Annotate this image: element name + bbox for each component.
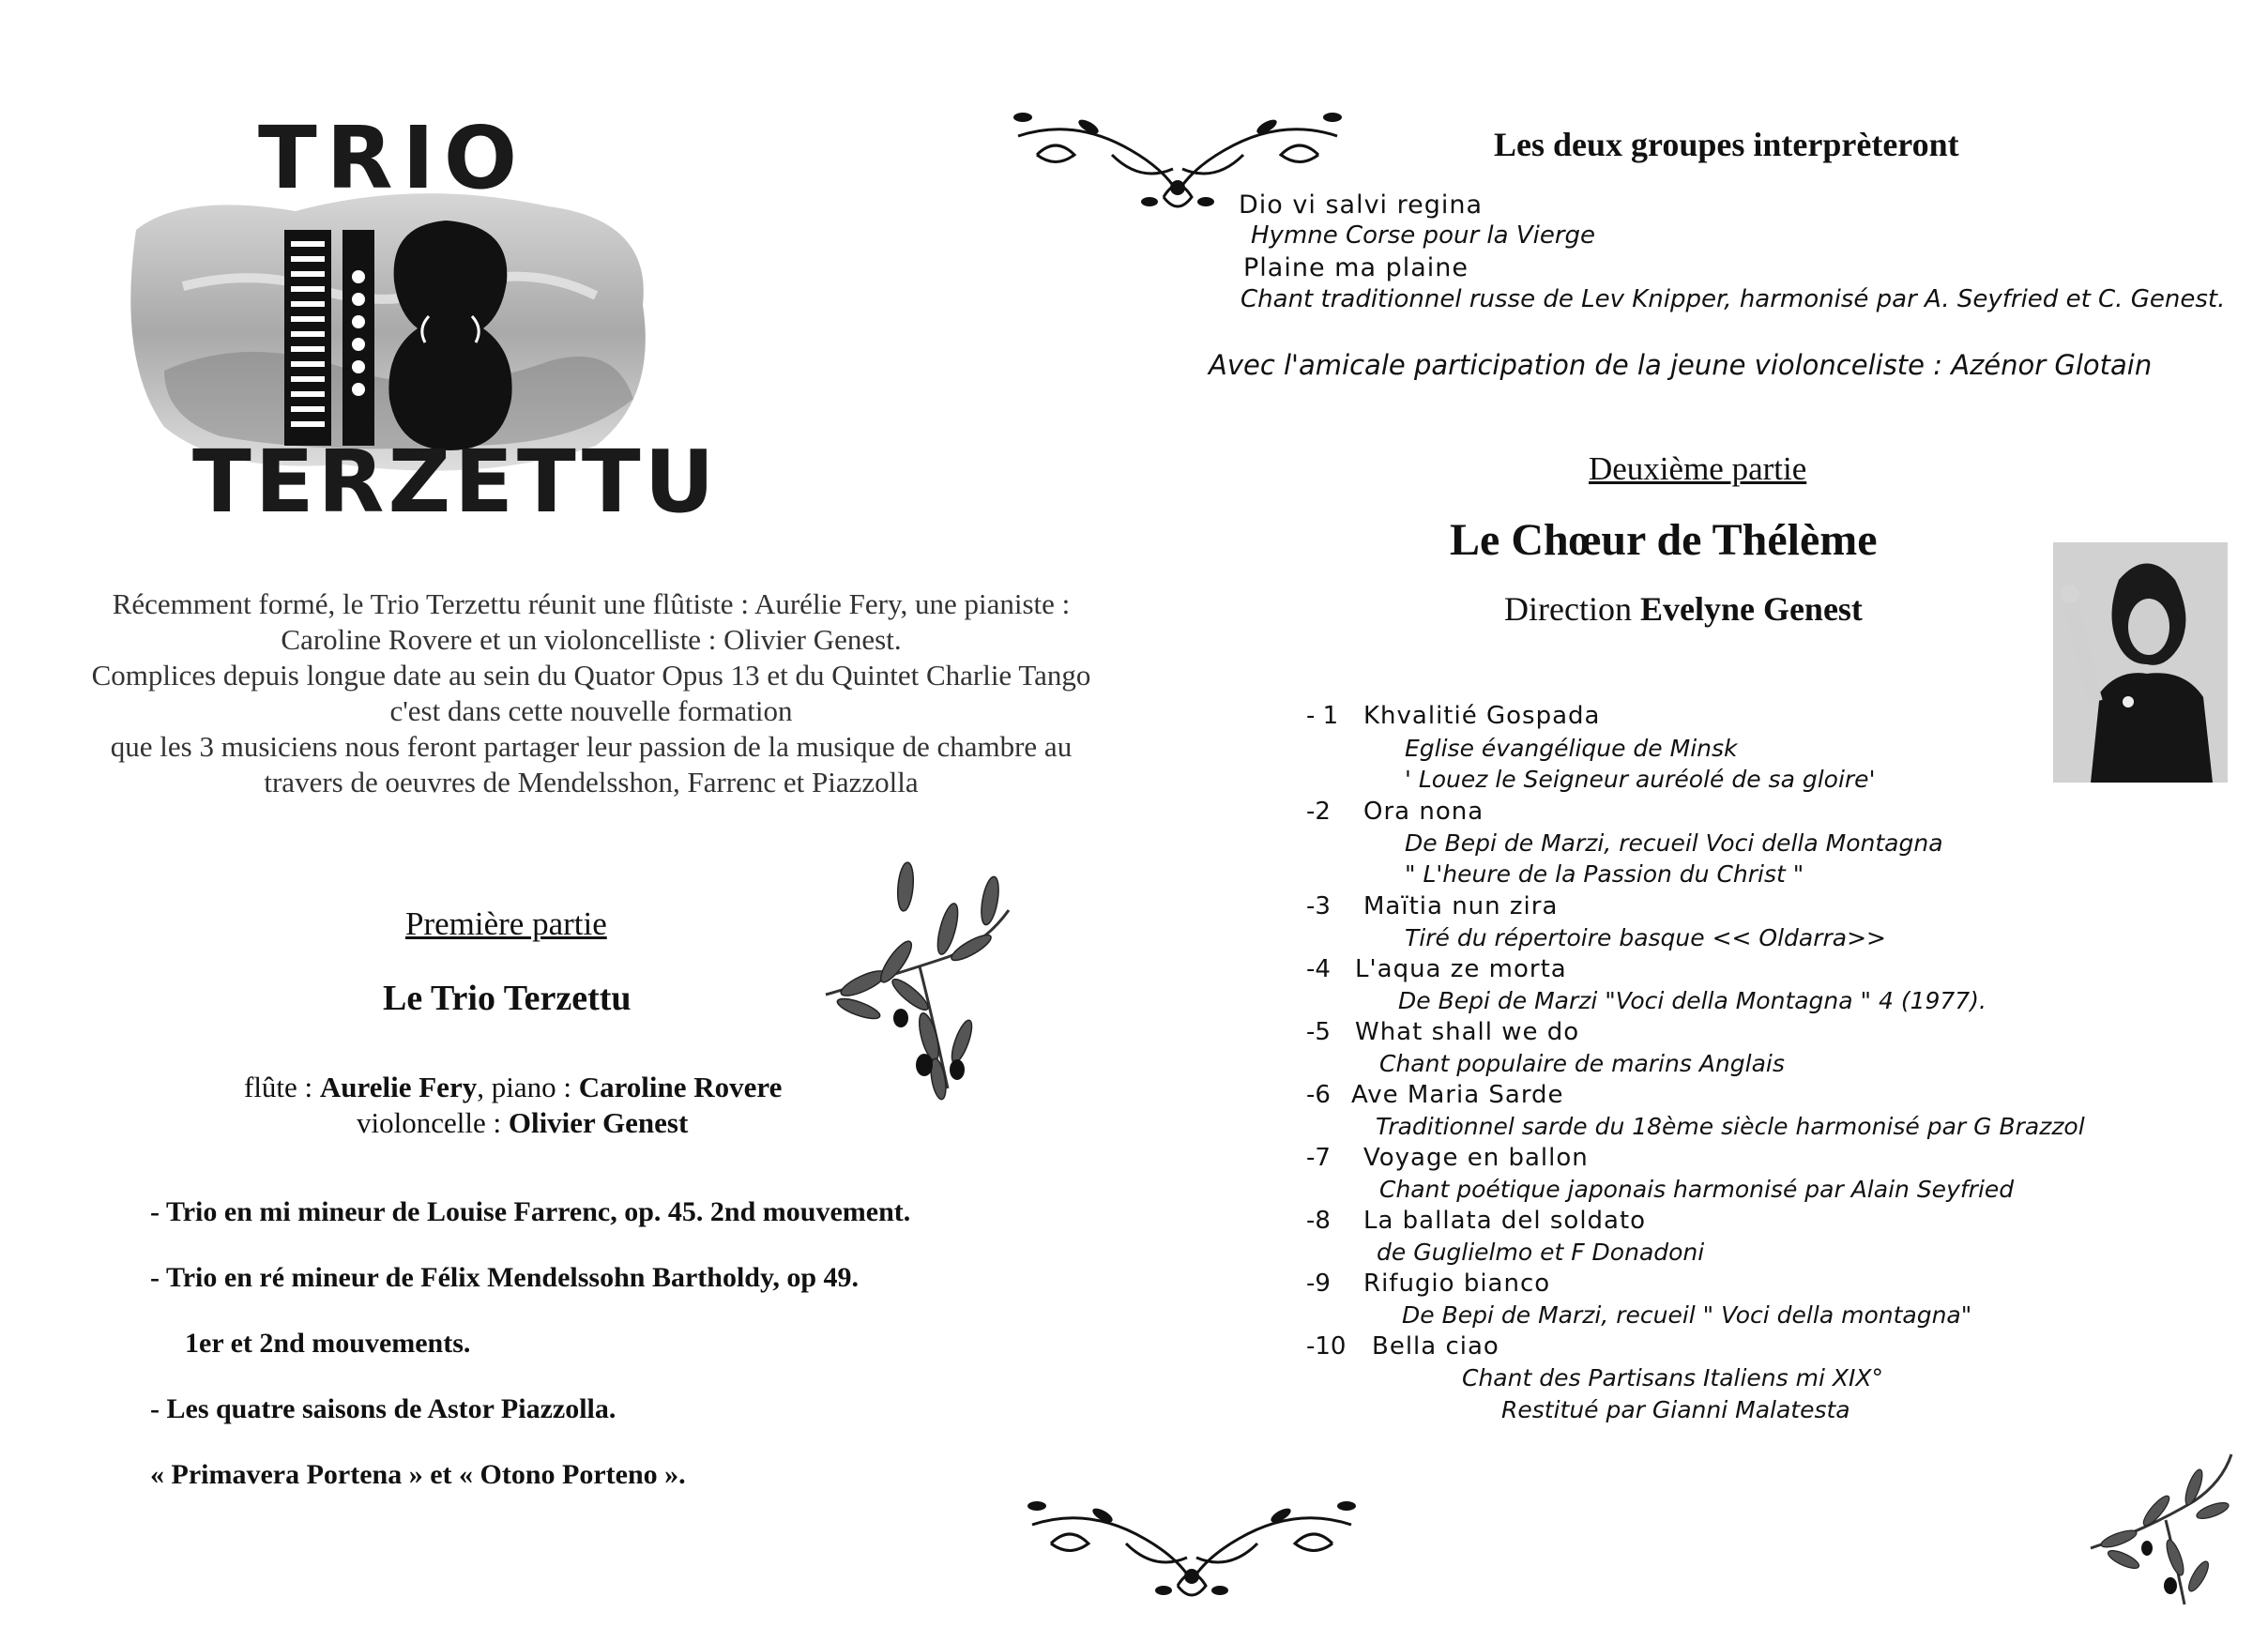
track-number: -3 [1306,892,1331,920]
program-item: - Trio en mi mineur de Louise Farrenc, op. 45. 2nd mouvement. [150,1196,911,1227]
track-number: -4 [1306,955,1331,983]
track-title: Rifugio bianco [1363,1270,1551,1298]
instrumentation [244,1070,845,1141]
intro-paragraph [38,586,1145,800]
track-title: Ora nona [1363,798,1484,826]
track-description: Traditionnel sarde du 18ème siècle harmonisé par G Brazzol [1376,1113,2085,1140]
instrumentation-line-1 [244,1070,845,1105]
part1-title: Le Trio Terzettu [383,979,632,1018]
track-description: De Bepi de Marzi, recueil Voci della Montagna [1405,829,1943,857]
track-title: Maïtia nun zira [1363,892,1559,920]
intro-line: que les 3 musiciens nous feront partager leur passion de la musique de chambre au [110,730,1073,763]
participation-note: Avec l'amicale participation de la jeune violonceliste : Azénor Glotain [1209,349,2153,381]
logo-word-terzettu: TERZETTU [192,432,719,532]
track-description: Chant populaire de marins Anglais [1379,1050,1785,1077]
part2-heading: Deuxième partie [1589,450,1807,487]
intro-line: Récemment formé, le Trio Terzettu réunit une flûtiste : Aurélie Fery, une pianiste : [112,587,1071,620]
track-description: De Bepi de Marzi "Voci della Montagna " 4 (1977). [1398,987,1986,1014]
track-description: ' Louez le Seigneur auréolé de sa gloire' [1405,766,1876,793]
conductor-photo [2053,542,2228,783]
flourish-icon [1013,1487,1370,1609]
track-number: -6 [1306,1081,1331,1109]
track-description: Restitué par Gianni Malatesta [1501,1396,1850,1423]
song-description: Chant traditionnel russe de Lev Knipper, harmonisé par A. Seyfried et C. Genest. [1241,285,2226,313]
track-description: de Guglielmo et F Donadoni [1377,1239,1705,1266]
trio-terzettu-logo [108,89,719,558]
track-title: Voyage en ballon [1363,1144,1589,1172]
track-description: Tiré du répertoire basque << Oldarra>> [1405,924,1887,951]
track-title: Bella ciao [1372,1332,1499,1361]
track-number: -5 [1306,1018,1331,1046]
intro-line: travers de oeuvres de Mendelsshon, Farrenc et Piazzolla [264,766,919,798]
program-item: - Les quatre saisons de Astor Piazzolla. [150,1393,616,1424]
director-name: Evelyne Genest [1639,590,1863,628]
piano-player: Caroline Rovere [578,1071,783,1103]
both-groups-title: Les deux groupes interprèteront [1494,126,1959,163]
track-title: Khvalitié Gospada [1363,702,1601,730]
track-number: -8 [1306,1207,1331,1235]
olive-branch-icon [2081,1445,2241,1614]
track-number: -7 [1306,1144,1331,1172]
part2-title: Le Chœur de Thélème [1450,515,1878,565]
song-description: Hymne Corse pour la Vierge [1251,221,1596,250]
cello-label: violoncelle : [357,1106,509,1139]
program-item: « Primavera Portena » et « Otono Porteno ». [150,1459,686,1490]
conductor-photo-image [2053,542,2228,783]
cello-player: Olivier Genest [508,1106,689,1139]
instrumentation-line-2 [244,1105,845,1141]
track-description: Chant poétique japonais harmonisé par Alain Seyfried [1379,1176,2015,1203]
intro-line: c'est dans cette nouvelle formation [389,694,793,727]
direction-line [1504,589,1863,629]
intro-line: Complices depuis longue date au sein du Quator Opus 13 et du Quintet Charlie Tango [91,659,1091,692]
track-number: -9 [1306,1270,1331,1298]
part1-heading: Première partie [405,905,607,942]
flute-label: flûte : [244,1071,320,1103]
track-number: -10 [1306,1332,1347,1361]
piano-label: , piano : [477,1071,579,1103]
olive-branch-illustration-small [2081,1445,2241,1619]
song-title: Plaine ma plaine [1243,253,1469,282]
track-description: De Bepi de Marzi, recueil " Voci della montagna" [1402,1301,1972,1329]
intro-line: Caroline Rovere et un violoncelliste : Olivier Genest. [281,623,902,656]
track-description: Chant des Partisans Italiens mi XIX° [1462,1364,1883,1391]
logo-word-trio: TRIO [258,108,527,208]
flourish-ornament-bottom [1013,1487,1370,1614]
song-title: Dio vi salvi regina [1239,190,1484,220]
track-title: L'aqua ze morta [1355,955,1567,983]
track-description: " L'heure de la Passion du Christ " [1405,860,1804,888]
program-item: - Trio en ré mineur de Félix Mendelssohn Bartholdy, op 49. [150,1262,860,1293]
direction-label: Direction [1504,590,1640,628]
track-description: Eglise évangélique de Minsk [1405,735,1738,762]
track-number: -2 [1306,798,1331,826]
track-number: - 1 [1306,702,1339,730]
flute-player: Aurelie Fery [319,1071,478,1103]
program-item: 1er et 2nd mouvements. [185,1328,471,1359]
track-title: What shall we do [1355,1018,1580,1046]
track-title: La ballata del soldato [1363,1207,1647,1235]
track-title: Ave Maria Sarde [1351,1081,1564,1109]
